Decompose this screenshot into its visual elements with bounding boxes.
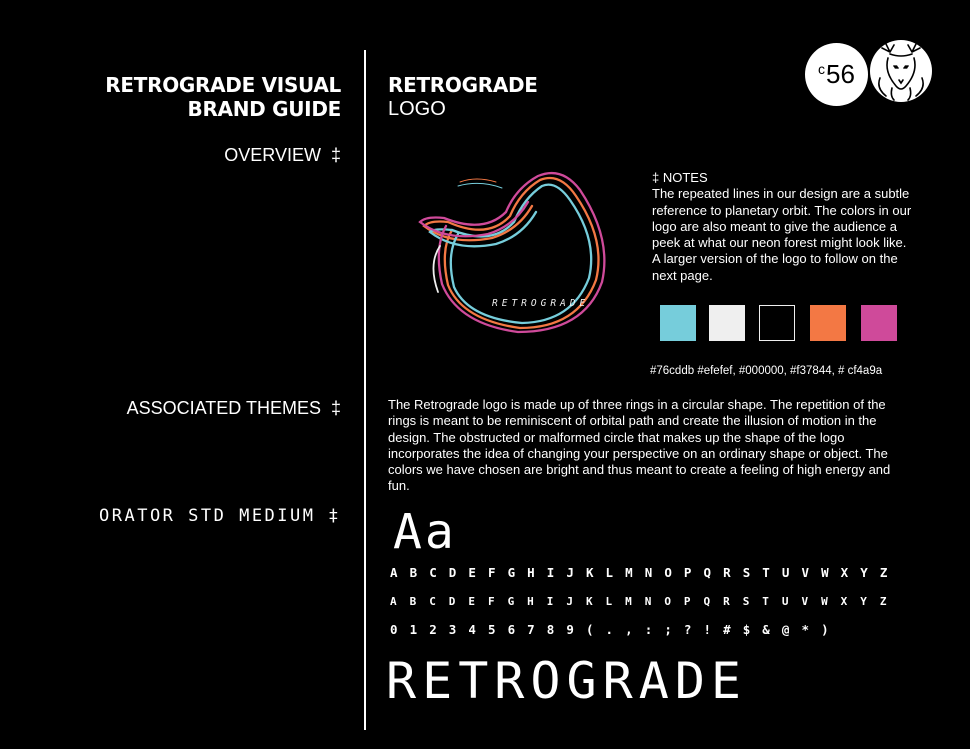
glyph: V xyxy=(801,565,809,580)
glyph: Z xyxy=(879,565,888,580)
glyph: , xyxy=(625,622,633,637)
glyph: B xyxy=(409,565,418,580)
glyph: M xyxy=(625,595,632,608)
glyph: N xyxy=(644,595,652,608)
glyph: W xyxy=(821,595,828,608)
glyph: X xyxy=(840,595,848,608)
glyph: ! xyxy=(703,622,712,637)
badge-symbol: c xyxy=(818,60,826,77)
glyph: T xyxy=(762,595,769,608)
glyph: @ xyxy=(781,622,790,637)
glyph: E xyxy=(468,595,475,608)
page-subtitle: LOGO xyxy=(388,98,446,120)
glyph: Y xyxy=(860,565,868,580)
glyph: O xyxy=(664,595,671,608)
glyph: J xyxy=(566,565,574,580)
dagger-mark: ‡ xyxy=(330,398,341,418)
glyph: R xyxy=(723,565,731,580)
glyph: K xyxy=(585,565,594,580)
glyph: : xyxy=(644,622,653,637)
glyph: O xyxy=(664,565,672,580)
glyph: # xyxy=(723,622,731,637)
glyph: 6 xyxy=(507,622,516,637)
glyph: V xyxy=(801,595,809,608)
notes-body: The repeated lines in our design are a subtle reference to planetary orbit. The colors in our logo are also meant to give the audience a peek at what our neon forest might look like. A larger version of the logo to follow on the next page. xyxy=(652,186,912,283)
glyph: K xyxy=(585,595,593,608)
numerals-punctuation xyxy=(390,622,841,637)
glyph: 8 xyxy=(546,622,555,637)
overview-heading xyxy=(21,144,341,166)
glyph: W xyxy=(821,565,829,580)
glyph: J xyxy=(566,595,573,608)
alphabet-uppercase xyxy=(390,565,899,580)
display-word: RETROGRADE xyxy=(386,652,748,710)
brand-guide-title xyxy=(41,73,341,121)
glyph: 9 xyxy=(566,622,574,637)
glyph: Q xyxy=(703,595,711,608)
glyph: 2 xyxy=(429,622,437,637)
notes-heading: ‡ NOTES xyxy=(652,170,708,185)
swatch-magenta xyxy=(861,305,897,341)
color-codes: #76cddb #efefef, #000000, #f37844, # cf4a9a xyxy=(650,365,883,377)
glyph: 7 xyxy=(527,622,535,637)
glyph: P xyxy=(683,595,691,608)
glyph: H xyxy=(527,595,534,608)
associated-themes-label: ASSOCIATED THEMES xyxy=(126,398,321,418)
brand-guide-title-line2: BRAND GUIDE xyxy=(187,97,341,121)
orator-label: ORATOR STD MEDIUM xyxy=(99,506,316,526)
glyph: . xyxy=(605,622,614,637)
glyph: A xyxy=(390,595,397,608)
glyph: * xyxy=(801,622,809,637)
glyph: U xyxy=(781,595,789,608)
glyph: F xyxy=(487,595,495,608)
logo-wordmark: RETROGRADE xyxy=(492,298,590,309)
glyph: Z xyxy=(879,595,887,608)
glyph: A xyxy=(390,565,398,580)
glyph: ( xyxy=(585,622,594,637)
typeface-sample: Aa xyxy=(393,504,457,560)
glyph: I xyxy=(546,595,554,608)
glyph: L xyxy=(605,595,613,608)
glyph: S xyxy=(742,595,750,608)
brand-guide-title-line1: RETROGRADE VISUAL xyxy=(105,73,341,97)
glyph: $ xyxy=(742,622,751,637)
glyph: X xyxy=(840,565,849,580)
glyph: 0 xyxy=(390,622,398,637)
dagger-mark: ‡ xyxy=(328,506,341,526)
dagger-mark: ‡ xyxy=(330,145,341,165)
glyph: C xyxy=(429,565,437,580)
glyph: ; xyxy=(664,622,672,637)
page-badge xyxy=(805,43,868,106)
glyph: Q xyxy=(703,565,712,580)
associated-themes-heading xyxy=(21,397,341,419)
glyph: M xyxy=(625,565,633,580)
glyph: H xyxy=(527,565,535,580)
glyph: U xyxy=(781,565,790,580)
orator-heading xyxy=(21,506,341,526)
badge-number: 56 xyxy=(826,59,855,89)
glyph: E xyxy=(468,565,476,580)
glyph: R xyxy=(723,595,730,608)
glyph: L xyxy=(605,565,614,580)
themes-paragraph: The Retrograde logo is made up of three rings in a circular shape. The repetition of the rings is meant to be reminiscent of orbital path and create the illusion of motion in the design. The obstructed or malformed circle that makes up the shape of the logo incorporates the idea of changing your perspective on an ordinary shape or object. The colors we have chosen are bright and thus meant to create a feeling of high energy and fun. xyxy=(388,397,891,494)
glyph: T xyxy=(762,565,770,580)
glyph: N xyxy=(644,565,653,580)
swatch-orange xyxy=(810,305,846,341)
glyph: D xyxy=(448,565,457,580)
page-title: RETROGRADE xyxy=(388,73,538,97)
glyph: 1 xyxy=(409,622,418,637)
overview-label: OVERVIEW xyxy=(224,145,321,165)
glyph: 4 xyxy=(468,622,476,637)
glyph: B xyxy=(409,595,417,608)
swatch-black xyxy=(759,305,795,341)
glyph: D xyxy=(448,595,456,608)
glyph: & xyxy=(762,622,770,637)
glyph: 3 xyxy=(448,622,457,637)
column-divider xyxy=(364,50,366,730)
glyph: Y xyxy=(860,595,867,608)
swatch-white xyxy=(709,305,745,341)
glyph: G xyxy=(507,595,515,608)
glyph: ? xyxy=(683,622,692,637)
alphabet-lowercase xyxy=(390,595,899,608)
glyph: I xyxy=(546,565,555,580)
glyph: G xyxy=(507,565,516,580)
glyph: C xyxy=(429,595,436,608)
retrograde-logo xyxy=(400,160,620,350)
glyph: S xyxy=(742,565,751,580)
glyph: ) xyxy=(821,622,829,637)
glyph: F xyxy=(487,565,496,580)
deer-emblem-icon xyxy=(868,38,934,104)
glyph: 5 xyxy=(487,622,496,637)
notes-block xyxy=(652,170,912,284)
swatch-cyan xyxy=(660,305,696,341)
glyph: P xyxy=(683,565,692,580)
